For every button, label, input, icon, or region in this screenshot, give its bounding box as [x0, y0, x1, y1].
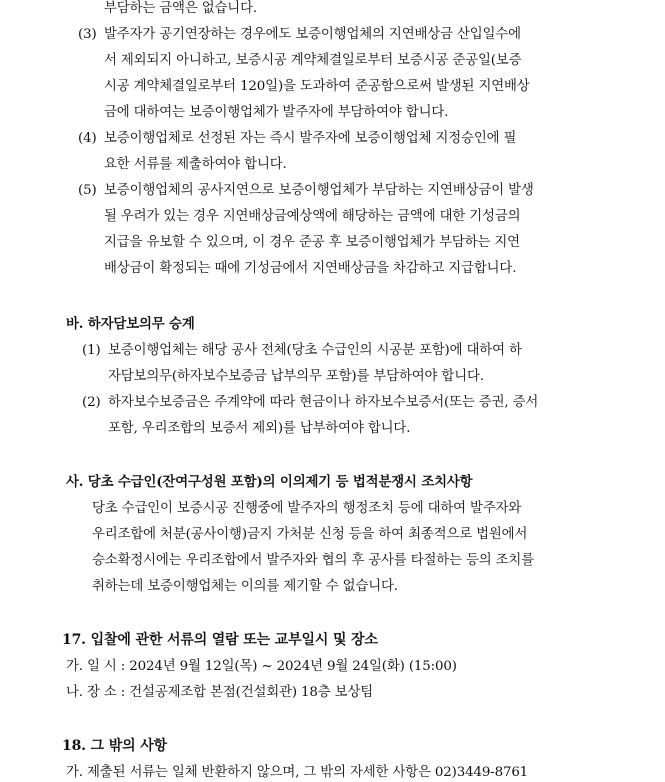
- section-ba-item-1-line-1: 보증이행업체는 해당 공사 전체(당초 수급인의 시공분 포함)에 대하여 하: [108, 343, 522, 358]
- section-17-title: 17. 입찰에 관한 서류의 열람 또는 교부일시 및 장소: [62, 632, 378, 648]
- item-5-line-1: 보증이행업체의 공사지연으로 보증이행업체가 부담하는 지연배상금이 발생: [104, 183, 534, 198]
- item-4-number: (4): [78, 131, 97, 146]
- item-4-line-2: 요한 서류를 제출하여야 합니다.: [104, 157, 287, 172]
- item-3-line-3: 시공 계약체결일로부터 120일)을 도과하여 준공함으로써 발생된 지연배상: [104, 79, 530, 94]
- item-5-line-4: 배상금이 확정되는 때에 기성금에서 지연배상금을 차감하고 지급합니다.: [104, 261, 517, 276]
- section-ba-title: 바. 하자담보의무 승계: [66, 316, 195, 332]
- section-ba-item-1-line-2: 자담보의무(하자보수보증금 납부의무 포함)를 부담하여야 합니다.: [108, 369, 484, 384]
- section-sa-line-4: 취하는데 보증이행업체는 이의를 제기할 수 없습니다.: [92, 579, 398, 594]
- item-3-number: (3): [78, 27, 97, 42]
- item-3-line-2: 서 제외되지 아니하고, 보증시공 계약체결일로부터 보증시공 준공일(보증: [104, 53, 522, 68]
- section-18-line-1: 가. 제출된 서류는 일체 반환하지 않으며, 그 밖의 자세한 사항은 02)3449-8761: [66, 765, 529, 780]
- section-17-place-line: 나. 장 소 : 건설공제조합 본점(건설회관) 18층 보상팀: [66, 685, 374, 700]
- section-sa-line-3: 승소확정시에는 우리조합에서 발주자와 협의 후 공사를 타절하는 등의 조치를: [92, 553, 534, 568]
- intro-tail-text: 부담하는 금액은 없습니다.: [104, 1, 257, 16]
- section-sa-title: 사. 당초 수급인(잔여구성원 포함)의 이의제기 등 법적분쟁시 조치사항: [66, 474, 473, 490]
- section-ba-item-2-number: (2): [82, 395, 101, 410]
- item-5-number: (5): [78, 183, 97, 198]
- section-sa-line-2: 우리조합에 처분(공사이행)금지 가처분 신청 등을 하여 최종적으로 법원에서: [92, 527, 528, 542]
- item-4-line-1: 보증이행업체로 선정된 자는 즉시 발주자에 보증이행업체 지정승인에 필: [104, 131, 517, 146]
- section-17-date-line: 가. 일 시 : 2024년 9월 12일(목) ~ 2024년 9월 24일(화) (15:00): [66, 659, 457, 674]
- section-ba-item-2-line-2: 포함, 우리조합의 보증서 제외)를 납부하여야 합니다.: [108, 421, 411, 436]
- item-3-line-1: 발주자가 공기연장하는 경우에도 보증이행업체의 지연배상금 산입일수에: [104, 27, 521, 42]
- item-3-line-4: 금에 대하여는 보증이행업체가 발주자에 부담하여야 합니다.: [104, 105, 449, 120]
- section-sa-line-1: 당초 수급인이 보증시공 진행중에 발주자의 행정조치 등에 대하여 발주자와: [92, 501, 522, 516]
- section-18-title: 18. 그 밖의 사항: [62, 738, 167, 754]
- item-5-line-3: 지급을 유보할 수 있으며, 이 경우 준공 후 보증이행업체가 부담하는 지연: [104, 235, 520, 250]
- section-ba-item-1-number: (1): [82, 343, 101, 358]
- section-ba-item-2-line-1: 하자보수보증금은 주계약에 따라 현금이나 하자보수보증서(또는 증권, 증서: [108, 395, 539, 410]
- item-5-line-2: 될 우려가 있는 경우 지연배상금예상액에 해당하는 금액에 대한 기성금의: [104, 209, 521, 224]
